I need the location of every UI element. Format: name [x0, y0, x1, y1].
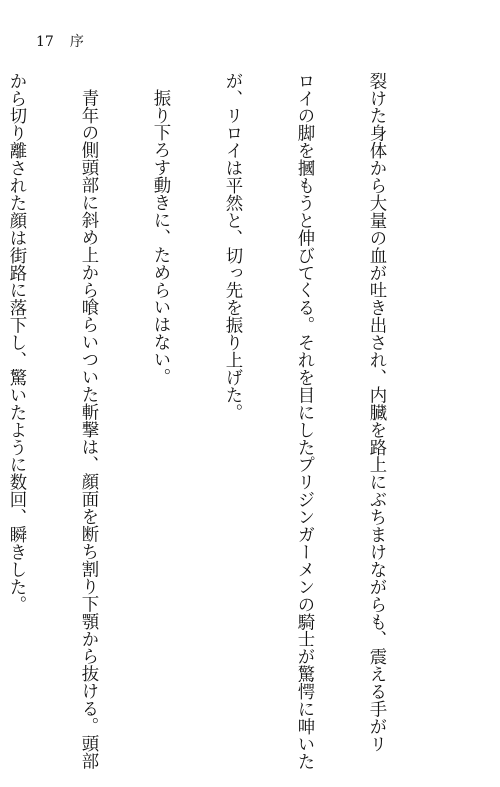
page-header [36, 35, 84, 49]
text-column: が、リロイは平然と、切っ先を振り上げた。 [222, 72, 242, 421]
text-column: 振り下ろす動きに、ためらいはない。 [150, 89, 170, 387]
chapter-title: 序 [69, 34, 84, 50]
text-column: 裂けた身体から大量の血が吐き出され、内臓を路上にぶちまけながらも、震える手がリ [366, 72, 386, 753]
vertical-body-text [0, 72, 436, 770]
text-column: から切り離された顔は街路に落下し、驚いたように数回、瞬きした。 [6, 72, 26, 613]
text-column: 青年の側頭部に斜め上から喰らいついた斬撃は、顔面を断ち割り下顎から抜ける。頭部 [78, 89, 98, 770]
page-number: 17 [36, 34, 54, 50]
text-column: ロイの脚を摑もうと伸びてくる。それを目にしたプリジンガーメンの騎士が驚愕に呻いた [294, 72, 314, 770]
